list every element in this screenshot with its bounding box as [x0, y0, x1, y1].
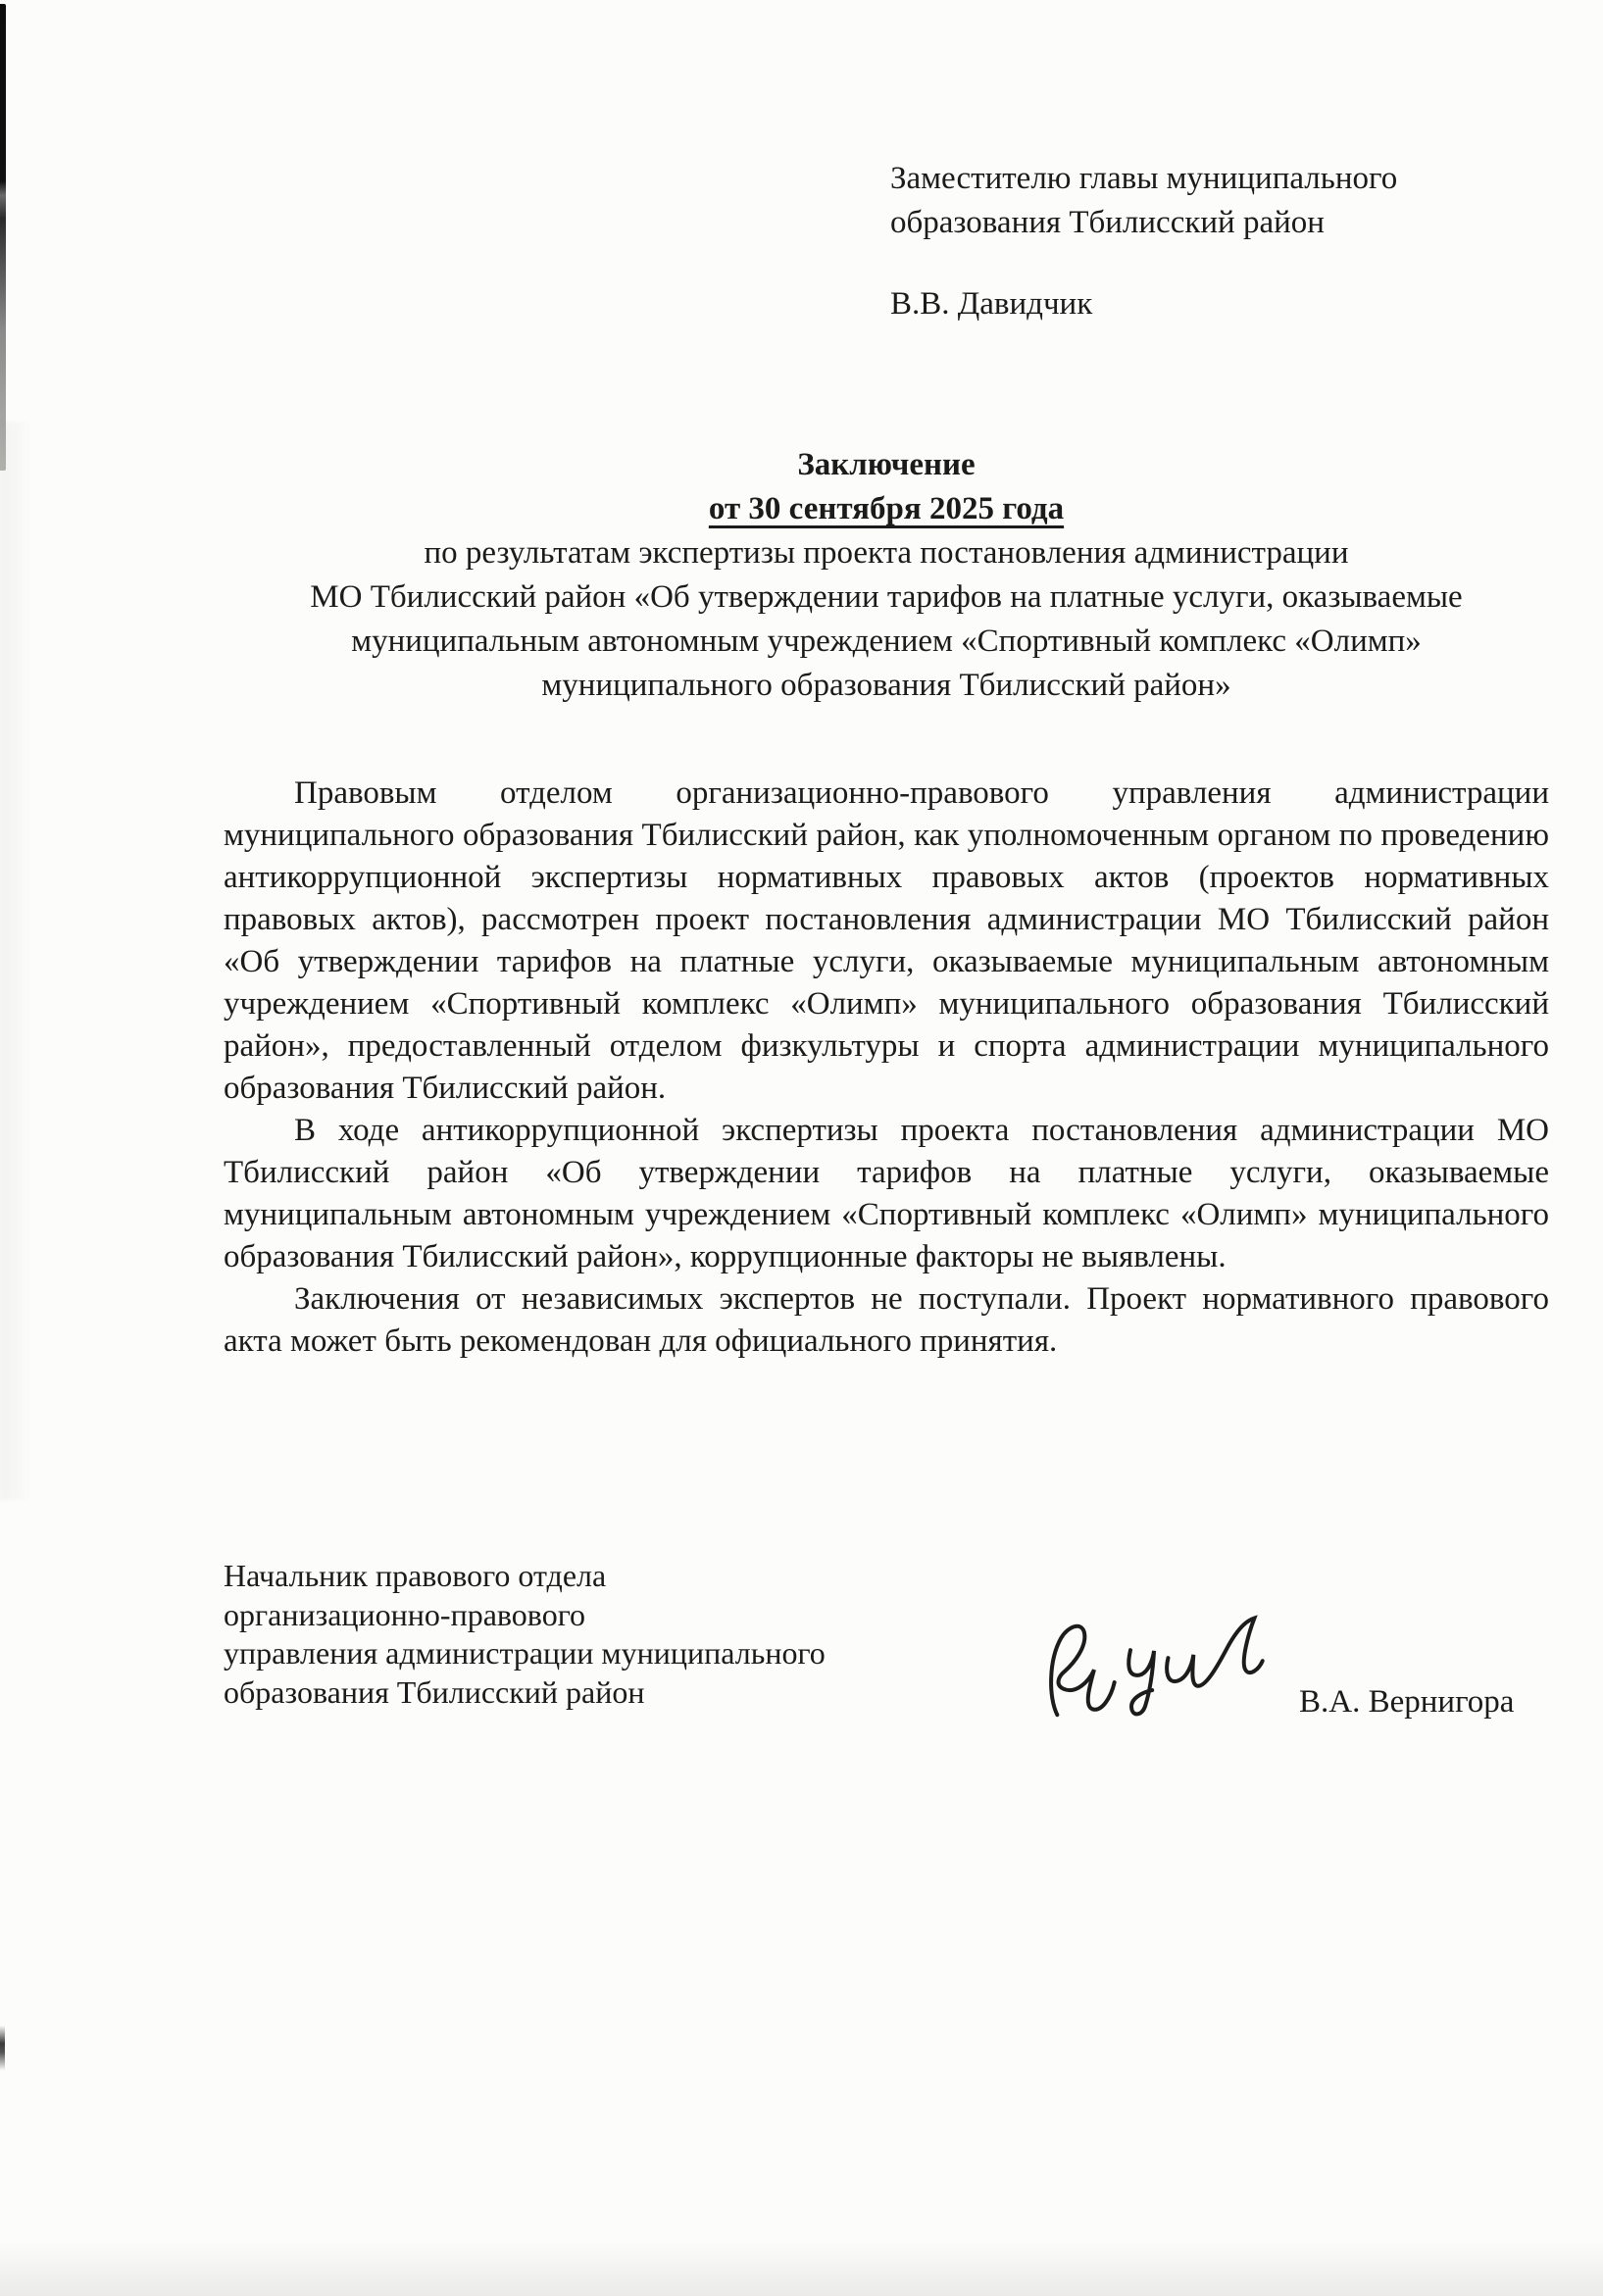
handwritten-signature	[1038, 1610, 1267, 1727]
document-date: от 30 сентября 2025 года	[708, 491, 1065, 526]
title-subtitle-line: муниципальным автономным учреждением «Спортивный комплекс «Олимп»	[351, 624, 1422, 659]
signatory-position-line: управления администрации муниципального	[224, 1635, 826, 1671]
signer-name: В.А. Вернигора	[1299, 1684, 1515, 1720]
title-subtitle-line: МО Тбилисский район «Об утверждении тарифов на платные услуги, оказываемые	[310, 579, 1463, 615]
title-subtitle-line: муниципального образования Тбилисский район»	[541, 668, 1231, 703]
scan-left-noise	[0, 422, 33, 1500]
recipient-block	[890, 157, 1397, 326]
signatory-position-block	[224, 1557, 826, 1712]
signatory-position-line: образования Тбилисский район	[224, 1673, 645, 1710]
recipient-person-name: В.В. Давидчик	[890, 286, 1093, 322]
document-title: Заключение	[797, 447, 976, 482]
title-block	[224, 443, 1549, 708]
recipient-line-1: Заместителю главы муниципального	[890, 161, 1398, 196]
body-text	[224, 773, 1549, 1363]
recipient-line-2: образования Тбилисский район	[890, 205, 1325, 240]
scan-edge-artifact-top	[0, 4, 6, 471]
body-paragraph: Правовым отделом организационно-правового управления администрации муниципального образования Тбилисский район, как уполномоченным органом по проведению антикоррупционной экспертизы нормативных правовых актов (проектов нормативных правовых актов), рассмотрен проект постановления администрации МО Тбилисский район «Об утверждении тарифов на платные услуги, оказываемые муниципальным автономным учреждением «Спортивный комплекс «Олимп» муниципального образования Тбилисский район», предоставленный отделом физкультуры и спорта администрации муниципального образования Тбилисский район.	[224, 775, 1549, 1106]
body-paragraph: Заключения от независимых экспертов не поступали. Проект нормативного правового акта может быть рекомендован для официального принятия.	[224, 1281, 1549, 1359]
scan-edge-artifact-smudge	[0, 2025, 5, 2071]
title-subtitle-line: по результатам экспертизы проекта постановления администрации	[424, 535, 1349, 571]
signatory-position-line: организационно-правового	[224, 1596, 586, 1632]
body-paragraph: В ходе антикоррупционной экспертизы проекта постановления администрации МО Тбилисский район «Об утверждении тарифов на платные услуги, оказываемые муниципальным автономным учреждением «Спортивный комплекс «Олимп» муниципального образования Тбилисский район», коррупционные факторы не выявлены.	[224, 1113, 1549, 1274]
signatory-position-line: Начальник правового отдела	[224, 1558, 607, 1593]
scan-bottom-noise	[0, 2241, 1603, 2296]
